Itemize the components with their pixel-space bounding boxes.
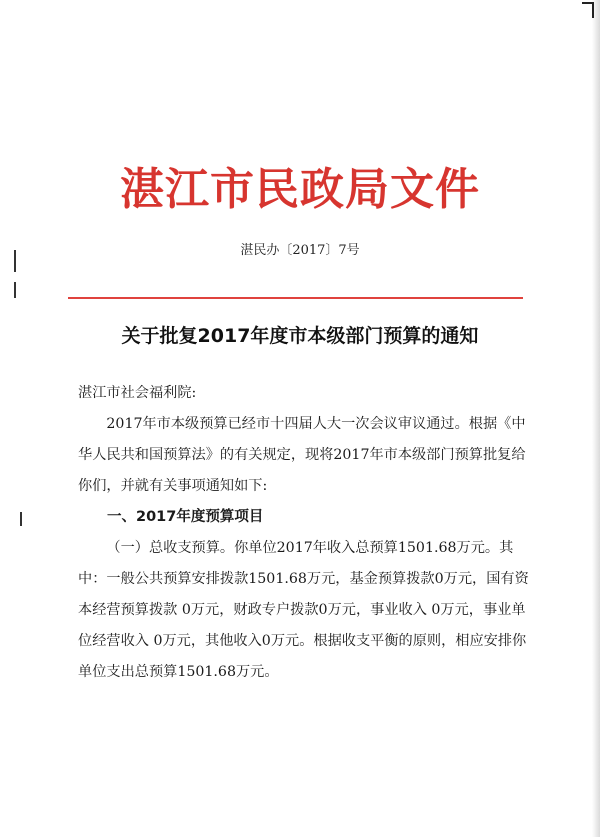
page-edge-shadow (592, 0, 600, 837)
intro-paragraph: 2017年市本级预算已经市十四届人大一次会议审议通过。根据《中华人民共和国预算法》的有关规定，现将2017年市本级部门预算批复给你们，并就有关事项通知如下: (78, 416, 526, 494)
document-body (78, 378, 530, 688)
recipient-line: 湛江市社会福利院: (78, 385, 197, 401)
header-red-rule (68, 297, 523, 299)
margin-mark (14, 282, 16, 298)
section-paragraph: （一）总收支预算。你单位2017年收入总预算1501.68万元。其中：一般公共预算安排拨款1501.68万元，基金预算拨款0万元，国有资本经营预算拨款 0万元，财政专户拨款0万元，事业收入 0万元，事业单位经营收入 0万元，其他收入0万元。根据收支平衡的原则，相应安排你单位支出总预算1501.68万元。 (78, 540, 529, 680)
margin-mark (20, 512, 22, 526)
notice-title: 关于批复2017年度市本级部门预算的通知 (121, 325, 479, 347)
section-heading: 一、2017年度预算项目 (107, 509, 264, 525)
document-header-title: 湛江市民政局文件 (120, 164, 480, 215)
corner-binding-mark (582, 2, 594, 18)
document-number: 湛民办〔2017〕7号 (240, 243, 360, 258)
